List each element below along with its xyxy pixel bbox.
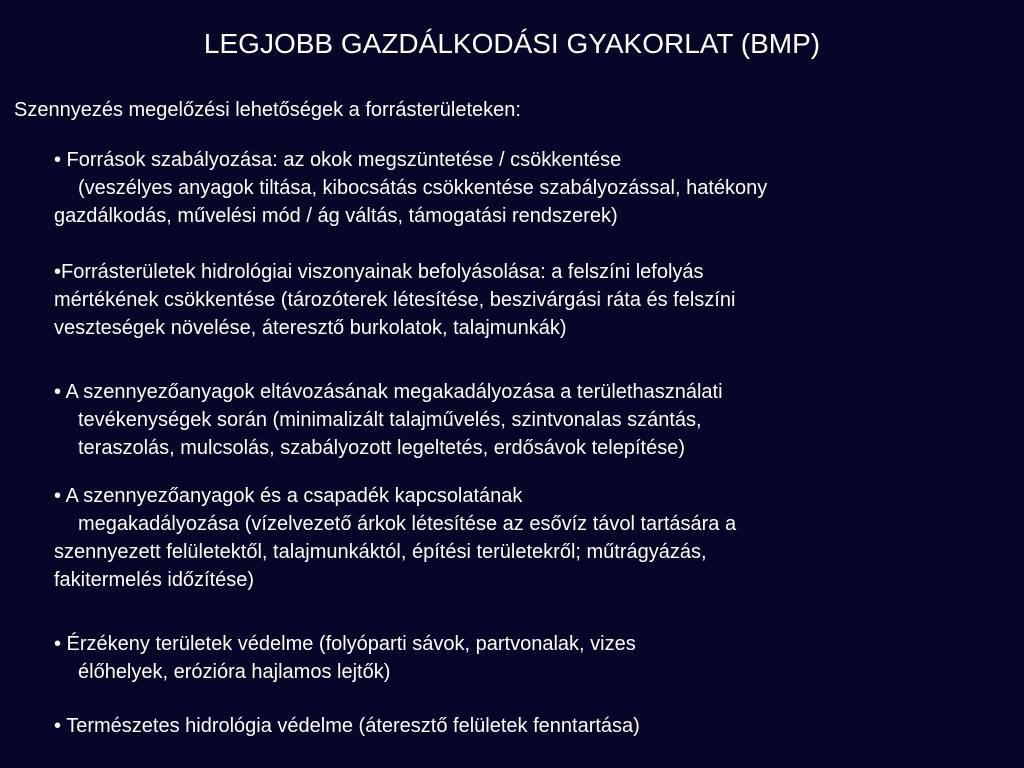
bullet-sensitive-areas: [54, 630, 974, 686]
bullet-pollutant-removal-prevention: [54, 378, 974, 462]
bullet-line: • Érzékeny területek védelme (folyóparti sávok, partvonalak, vizes: [54, 633, 636, 655]
bullet-line: • A szennyezőanyagok eltávozásának megakadályozása a területhasználati: [54, 381, 723, 403]
bullet-line: fakitermelés időzítése): [54, 569, 255, 591]
bullet-line: •Forrásterületek hidrológiai viszonyainak befolyásolása: a felszíni lefolyás: [54, 261, 704, 283]
bullet-hydrology-influence: [54, 258, 974, 342]
bullet-line: mértékének csökkentése (tározóterek létesítése, beszivárgási ráta és felszíni: [54, 289, 736, 311]
bullet-source-regulation: [54, 146, 974, 230]
bullet-line: gazdálkodás, művelési mód / ág váltás, támogatási rendszerek): [54, 205, 618, 227]
bullet-line: • Természetes hidrológia védelme (áteresztő felületek fenntartása): [54, 715, 640, 737]
bullet-line: megakadályozása (vízelvezető árkok létesítése az esővíz távol tartására a: [78, 513, 737, 535]
bullet-line: tevékenységek során (minimalizált talajművelés, szintvonalas szántás,: [78, 409, 702, 431]
bullet-line: élőhelyek, erózióra hajlamos lejtők): [78, 661, 391, 683]
bullet-precipitation-contact-prevention: [54, 482, 974, 594]
bullet-line: • Források szabályozása: az okok megszüntetése / csökkentése: [54, 149, 622, 171]
bullet-line: szennyezett felületektől, talajmunkáktól, építési területekről; műtrágyázás,: [54, 541, 707, 563]
bullet-natural-hydrology: [54, 712, 974, 740]
intro-text: Szennyezés megelőzési lehetőségek a forrásterületeken:: [14, 99, 521, 121]
bullet-line: teraszolás, mulcsolás, szabályozott legeltetés, erdősávok telepítése): [78, 437, 685, 459]
bullet-line: veszteségek növelése, áteresztő burkolatok, talajmunkák): [54, 317, 567, 339]
slide-title: LEGJOBB GAZDÁLKODÁSI GYAKORLAT (BMP): [203, 28, 821, 59]
bullet-line: • A szennyezőanyagok és a csapadék kapcsolatának: [54, 485, 523, 507]
bullet-line: (veszélyes anyagok tiltása, kibocsátás csökkentése szabályozással, hatékony: [78, 177, 768, 199]
